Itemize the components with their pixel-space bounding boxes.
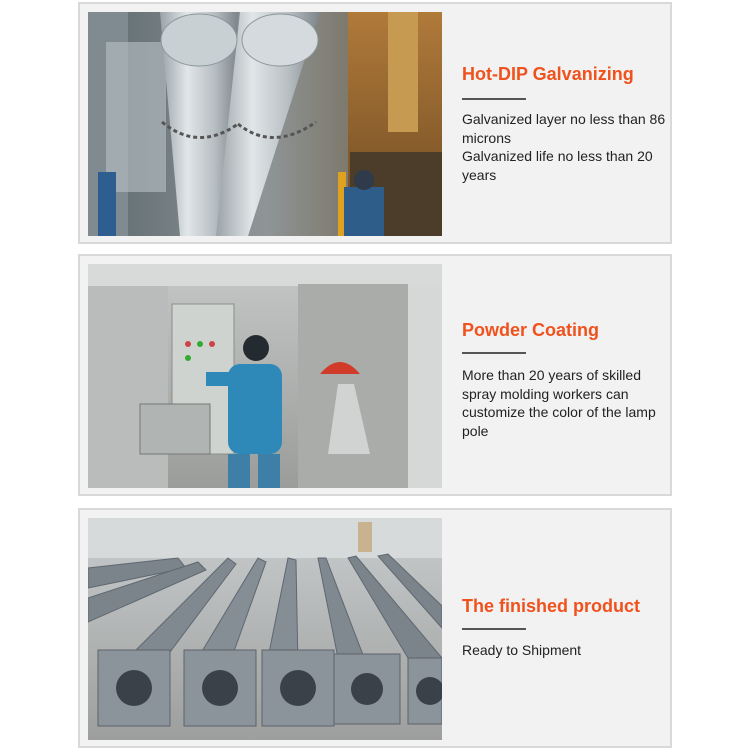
section-title: The finished product	[462, 596, 640, 616]
section-description	[462, 110, 672, 184]
description-line: Ready to Shipment	[462, 642, 582, 658]
title-underline	[462, 352, 526, 354]
description-line: Galvanized layer no less than 86 microns	[462, 111, 666, 146]
finished-poles-photo	[88, 518, 442, 740]
section-galvanizing	[78, 2, 672, 244]
section-description	[462, 641, 672, 660]
section-powder-coating	[78, 254, 672, 496]
galvanizing-photo	[88, 12, 442, 236]
powder-coating-photo	[88, 264, 442, 488]
title-underline	[462, 98, 526, 100]
section-title: Hot-DIP Galvanizing	[462, 64, 634, 84]
section-title: Powder Coating	[462, 320, 600, 340]
description-line: Galvanized life no less than 20 years	[462, 148, 653, 183]
section-description	[462, 366, 672, 440]
description-line: More than 20 years of skilled spray molding workers can customize the color of the lamp pole	[462, 367, 656, 439]
section-finished-product	[78, 508, 672, 748]
title-underline	[462, 628, 526, 630]
